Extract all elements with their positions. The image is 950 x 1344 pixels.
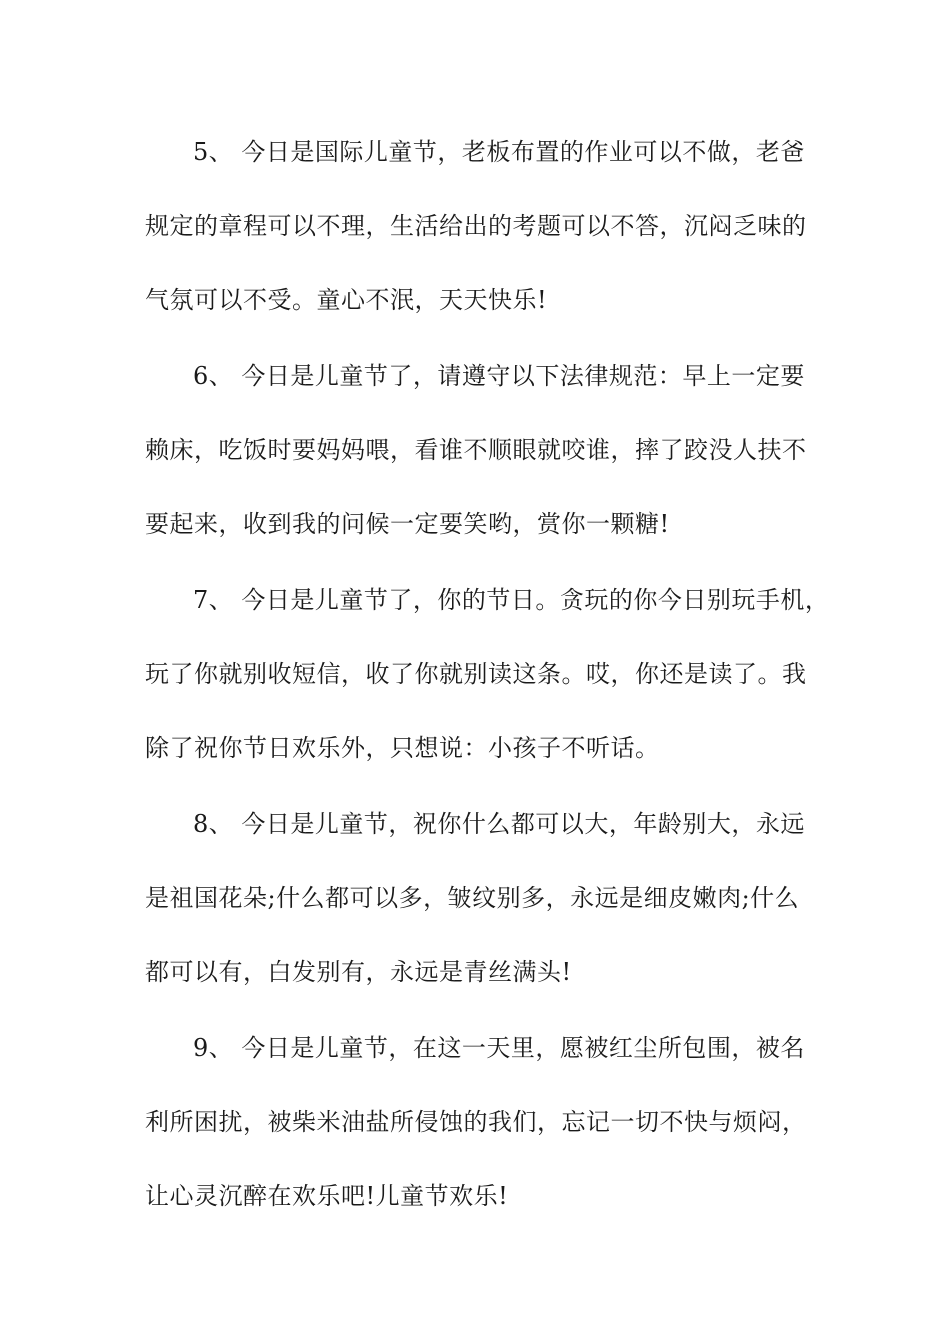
paragraph-7-line-3: 除了祝你节日欢乐外，只想说：小孩子不听话。 bbox=[145, 734, 660, 762]
paragraph-5-line-1: 5、 今日是国际儿童节，老板布置的作业可以不做，老爸 bbox=[193, 138, 805, 166]
paragraph-9-line-2: 利所困扰，被柴米油盐所侵蚀的我们，忘记一切不快与烦闷， bbox=[145, 1108, 807, 1136]
paragraph-7-line-1: 7、 今日是儿童节了，你的节日。贪玩的你今日别玩手机， bbox=[193, 586, 830, 614]
paragraph-7-line-2: 玩了你就别收短信，收了你就别读这条。哎，你还是读了。我 bbox=[145, 660, 807, 688]
paragraph-6-line-3: 要起来，收到我的问候一定要笑哟，赏你一颗糖! bbox=[145, 510, 670, 538]
paragraph-6-line-2: 赖床，吃饭时要妈妈喂，看谁不顺眼就咬谁，摔了跤没人扶不 bbox=[145, 436, 807, 464]
paragraph-9-line-3: 让心灵沉醉在欢乐吧!儿童节欢乐! bbox=[145, 1182, 509, 1210]
paragraph-5-line-2: 规定的章程可以不理，生活给出的考题可以不答，沉闷乏味的 bbox=[145, 212, 807, 240]
paragraph-8-line-1: 8、 今日是儿童节，祝你什么都可以大，年龄别大，永远 bbox=[193, 810, 805, 838]
paragraph-5-line-3: 气氛可以不受。童心不泯，天天快乐! bbox=[145, 286, 548, 314]
paragraph-6-line-1: 6、 今日是儿童节了，请遵守以下法律规范：早上一定要 bbox=[193, 362, 805, 390]
paragraph-9-line-1: 9、 今日是儿童节，在这一天里，愿被红尘所包围，被名 bbox=[193, 1034, 805, 1062]
paragraph-8-line-2: 是祖国花朵;什么都可以多，皱纹别多，永远是细皮嫩肉;什么 bbox=[145, 884, 800, 912]
paragraph-8-line-3: 都可以有，白发别有，永远是青丝满头! bbox=[145, 958, 572, 986]
